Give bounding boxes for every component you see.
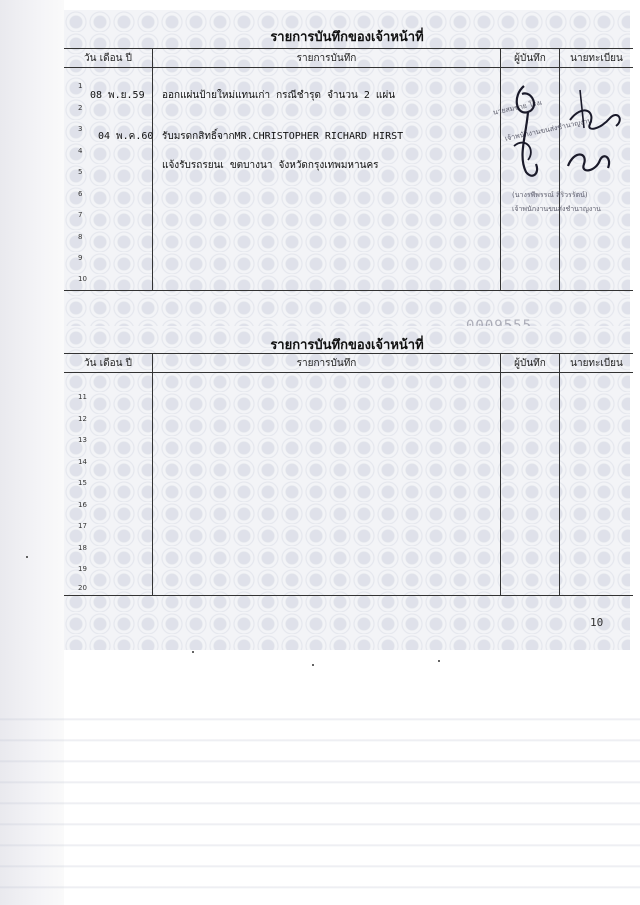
- scan-speck: [312, 664, 314, 666]
- col-entry: รายการบันทึก: [153, 354, 501, 373]
- section-title: รายการบันทึกของเจ้าหน้าที่: [270, 338, 424, 353]
- official-stamp: นายสมชาย โรงเ: [492, 98, 543, 117]
- entry-text: แจ้งรับรถรยนเ ขตบางนา จังหวัดกรุงเทพมหานคร: [162, 160, 379, 171]
- official-stamp: (นางรพีพรรณ์ สิริวรรัตน์): [512, 191, 588, 199]
- line-number: 1: [78, 82, 83, 90]
- entry-date: 08 พ.ย.59: [90, 90, 145, 101]
- col-registrar: นายทะเบียน: [560, 49, 634, 68]
- line-number: 7: [78, 211, 83, 219]
- record-table-bottom: [64, 353, 633, 596]
- line-number: 6: [78, 190, 83, 198]
- col-registrar: นายทะเบียน: [560, 354, 634, 373]
- official-stamp: เจ้าพนักงานขนส่งชำนาญงาน: [504, 116, 593, 143]
- scan-speck: [26, 556, 28, 558]
- entry-date: 04 พ.ค.60: [98, 131, 154, 142]
- col-entry: รายการบันทึก: [153, 49, 501, 68]
- line-number: 13: [78, 436, 87, 444]
- line-number: 11: [78, 393, 87, 401]
- col-recorder: ผู้บันทึก: [501, 354, 560, 373]
- registrar-signature: [560, 80, 630, 190]
- line-number: 4: [78, 147, 83, 155]
- line-number: 20: [78, 584, 87, 592]
- line-number: 5: [78, 168, 83, 176]
- line-number: 3: [78, 125, 83, 133]
- scan-artifact: [0, 700, 640, 900]
- official-stamp: เจ้าพนักงานขนส่งชำนาญงาน: [512, 205, 601, 213]
- line-number: 8: [78, 233, 83, 241]
- col-date: วัน เดือน ปี: [64, 49, 153, 68]
- line-number: 9: [78, 254, 83, 262]
- col-recorder: ผู้บันทึก: [501, 49, 560, 68]
- scan-speck: [438, 660, 440, 662]
- top-record-section: [64, 10, 630, 326]
- page-number-bottom: 10: [590, 616, 604, 629]
- entry-text: ออกแผ่นป้ายใหม่แทนเก่า กรณีชำรุด จำนวน 2 แผ่น: [162, 90, 396, 101]
- section-title: รายการบันทึกของเจ้าหน้าที่: [270, 30, 424, 45]
- bottom-record-section: [64, 326, 630, 650]
- recorder-signature: [506, 76, 566, 186]
- line-number: 15: [78, 479, 87, 487]
- line-number: 17: [78, 522, 87, 530]
- line-number: 12: [78, 415, 87, 423]
- table-row: [64, 373, 633, 596]
- line-number: 14: [78, 458, 87, 466]
- scan-speck: [192, 651, 194, 653]
- col-date: วัน เดือน ปี: [64, 354, 153, 373]
- line-number: 16: [78, 501, 87, 509]
- line-number: 10: [78, 275, 87, 283]
- entry-text: รับมรดกสิทธิ์จากMR.CHRISTOPHER RICHARD HIRST: [162, 131, 404, 142]
- line-number: 19: [78, 565, 87, 573]
- line-number: 18: [78, 544, 87, 552]
- line-number: 2: [78, 104, 83, 112]
